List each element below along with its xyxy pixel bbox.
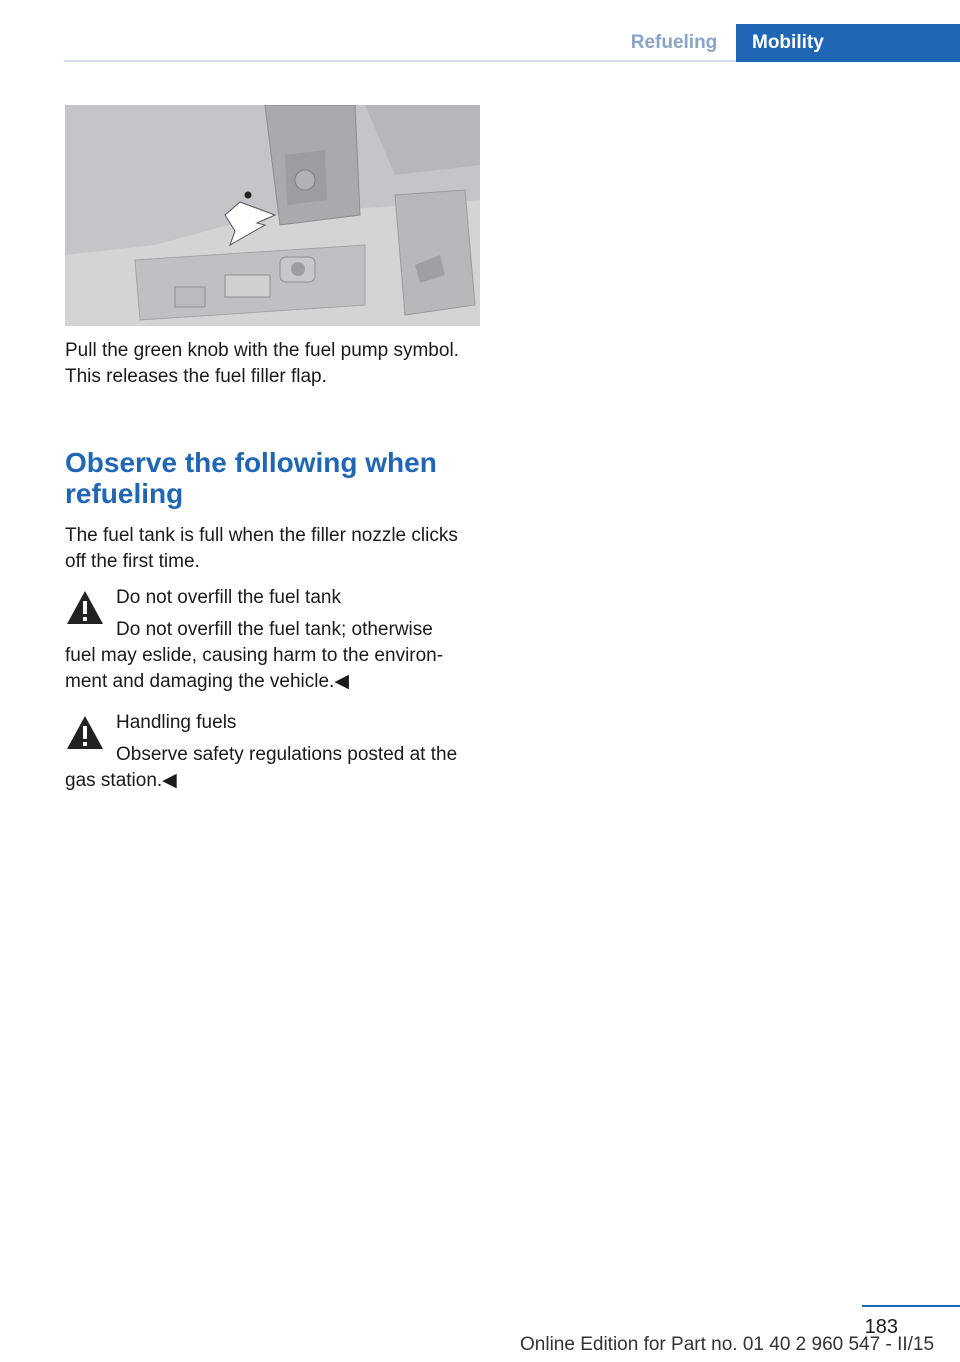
page-number: 183 <box>864 1316 898 1338</box>
warning-triangle-icon <box>65 713 105 753</box>
heading-line-1: Observe the following when <box>65 447 437 478</box>
warning-line-2: fuel may eslide, causing harm to the environ- <box>65 645 444 666</box>
fuel-filler-release-drawing <box>65 105 480 326</box>
fuel-filler-release-illustration <box>65 105 480 326</box>
warning2-line-2: gas station.◀ <box>65 770 177 791</box>
warning-body-handling-fuels <box>65 768 485 794</box>
warning2-line-1: Observe safety regulations posted at the <box>116 744 458 765</box>
intro-paragraph <box>65 523 485 575</box>
intro-line-1: The fuel tank is full when the filler nozzle clicks <box>65 525 458 546</box>
warning-triangle-icon <box>65 588 105 628</box>
caption-line-2: This releases the fuel filler flap. <box>65 366 327 387</box>
caption-line-1: Pull the green knob with the fuel pump symbol. <box>65 340 459 361</box>
section-heading <box>65 447 485 509</box>
footer-rule <box>862 1305 960 1307</box>
warning-title-overfill: Do not overfill the fuel tank <box>116 587 341 608</box>
header-section-tab[interactable]: Refueling <box>630 32 718 53</box>
figure-caption <box>65 338 485 390</box>
warning-line-1: Do not overfill the fuel tank; otherwise <box>116 619 433 640</box>
heading-line-2: refueling <box>65 478 184 509</box>
warning-body-overfill <box>65 643 485 695</box>
header-chapter-tab[interactable]: Mobility <box>736 24 960 62</box>
warning-line-3: ment and damaging the vehicle.◀ <box>65 671 349 692</box>
edition-line: Online Edition for Part no. 01 40 2 960 547 - II/15 <box>520 1334 935 1355</box>
warning-title-handling-fuels: Handling fuels <box>116 712 237 733</box>
intro-line-2: off the first time. <box>65 551 200 572</box>
